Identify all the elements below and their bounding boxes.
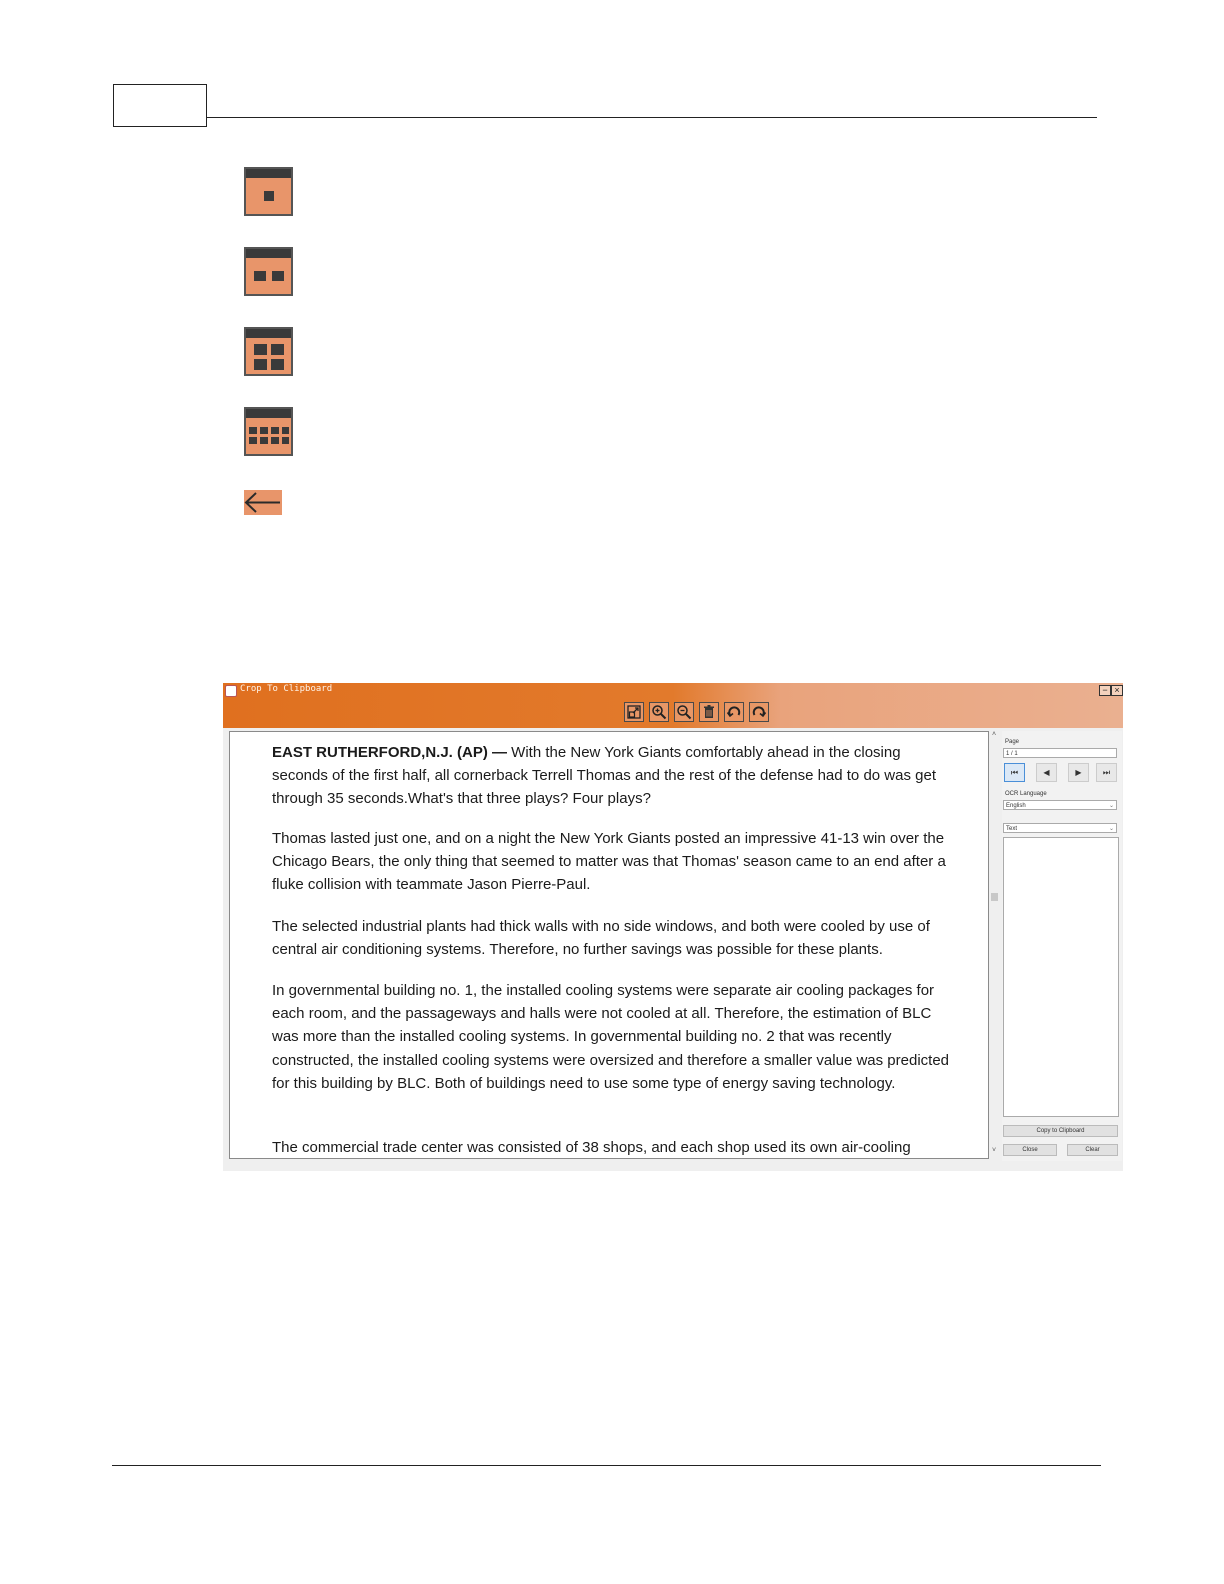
icon-cell — [249, 437, 257, 444]
minimize-button[interactable]: − — [1099, 685, 1111, 696]
icon-bar — [246, 409, 291, 418]
icon-bar — [246, 329, 291, 338]
zoom-out-icon — [676, 704, 692, 720]
icon-cell — [282, 427, 289, 434]
fit-icon — [626, 704, 642, 720]
page-label: Page — [1005, 739, 1020, 745]
icon-cell — [282, 437, 289, 444]
output-format-value: Text — [1006, 826, 1018, 832]
scroll-thumb[interactable] — [991, 893, 998, 901]
icon-cell — [272, 271, 284, 281]
paragraph-2: Thomas lasted just one, and on a night the New York Giants posted an impressive 41-13 win over the Chicago Bears, the only thing that seemed to matter was that Thomas' season came to an end after a fluke collision with teammate Jason Pierre-Paul. — [272, 830, 946, 894]
ocr-output-textarea[interactable] — [1003, 837, 1119, 1117]
clear-button[interactable]: Clear — [1067, 1144, 1118, 1156]
scroll-down-icon[interactable]: ˅ — [991, 1147, 997, 1154]
page-field[interactable]: 1 / 1 — [1003, 748, 1117, 758]
eight-page-layout-icon — [244, 407, 293, 456]
close-button[interactable]: Close — [1003, 1144, 1057, 1156]
dateline: EAST RUTHERFORD,N.J. (AP) — — [272, 744, 508, 761]
title-bar — [223, 683, 1123, 728]
icon-cell — [264, 191, 274, 201]
output-format-select[interactable] — [1003, 823, 1117, 833]
ocr-language-value: English — [1006, 803, 1026, 809]
trash-icon — [701, 704, 717, 720]
icon-cell — [271, 359, 284, 370]
ocr-language-label: OCR Language — [1005, 791, 1047, 797]
two-page-layout-icon — [244, 247, 293, 296]
icon-cell — [249, 427, 257, 434]
vertical-scrollbar[interactable] — [990, 731, 998, 1159]
scroll-up-icon[interactable]: ˄ — [991, 731, 997, 738]
ocr-language-select[interactable] — [1003, 800, 1117, 810]
icon-bar — [246, 249, 291, 258]
app-icon — [225, 685, 237, 697]
icon-cell — [271, 344, 284, 355]
crop-to-clipboard-window — [223, 683, 1123, 1171]
back-arrow-icon — [244, 490, 282, 515]
rotate-right-button[interactable] — [749, 702, 769, 722]
paragraph-3: The selected industrial plants had thick walls with no side windows, and both were cooled by use of central air conditioning systems. Therefore, no further savings was possible for these plants. — [272, 918, 930, 959]
header-page-number-box — [113, 84, 207, 127]
paragraph-5: The commercial trade center was consisted of 38 shops, and each shop used its own air-cooling — [272, 1139, 911, 1156]
paragraph-4: In governmental building no. 1, the installed cooling systems were separate air cooling packages for each room, and the passageways and halls were not cooled at all. Therefore, the estimation of BLC was more than the installed cooling systems. In governmental building no. 2 that was recently constructed, the installed cooling systems were oversized and therefore a smaller value was predicted for this building by BLC. Both of buildings need to use some type of energy saving technology. — [272, 982, 950, 1092]
next-page-button[interactable]: ▶ — [1068, 763, 1089, 782]
icon-cell — [254, 271, 266, 281]
single-page-layout-icon — [244, 167, 293, 216]
rotate-left-icon — [726, 704, 742, 720]
icon-cell — [271, 437, 279, 444]
paragraph-1-text: With the New York Giants comfortably ahead in the closing seconds of the first half, all cornerback Terrell Thomas and the rest of the defense had to do was get through 35 seconds.What's that three plays? Four plays? — [272, 744, 936, 808]
icon-cell — [254, 359, 267, 370]
icon-cell — [260, 437, 268, 444]
footer-rule — [112, 1465, 1101, 1466]
icon-cell — [254, 344, 267, 355]
icon-cell — [271, 427, 279, 434]
copy-to-clipboard-button[interactable]: Copy to Clipboard — [1003, 1125, 1118, 1137]
zoom-in-icon — [651, 704, 667, 720]
last-page-button[interactable]: ⏭ — [1096, 763, 1117, 782]
chevron-down-icon: ⌄ — [1108, 803, 1114, 809]
first-page-button[interactable]: ⏮ — [1004, 763, 1025, 782]
close-window-button[interactable]: × — [1111, 685, 1123, 696]
rotate-right-icon — [751, 704, 767, 720]
prev-page-button[interactable]: ◀ — [1036, 763, 1057, 782]
side-panel — [1002, 731, 1122, 1161]
zoom-out-button[interactable] — [674, 702, 694, 722]
header-rule — [206, 117, 1097, 118]
fit-button[interactable] — [624, 702, 644, 722]
delete-button[interactable] — [699, 702, 719, 722]
rotate-left-button[interactable] — [724, 702, 744, 722]
window-title: Crop To Clipboard — [240, 684, 333, 694]
icon-bar — [246, 169, 291, 178]
icon-cell — [260, 427, 268, 434]
document-view[interactable] — [229, 731, 989, 1159]
four-page-layout-icon — [244, 327, 293, 376]
chevron-down-icon: ⌄ — [1108, 826, 1114, 832]
zoom-in-button[interactable] — [649, 702, 669, 722]
paragraph-1 — [272, 741, 952, 811]
